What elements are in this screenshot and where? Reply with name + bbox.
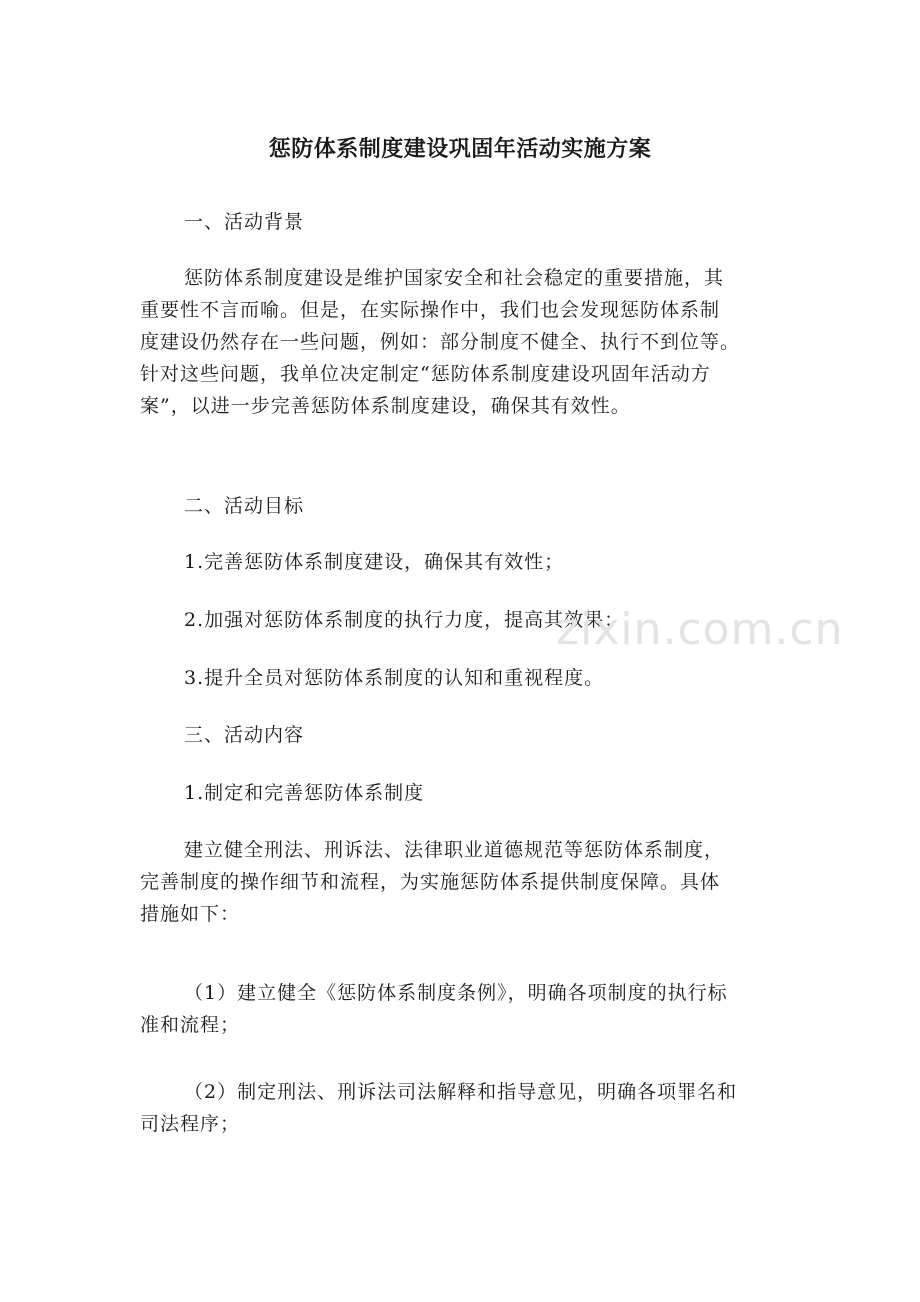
- section-heading-content: [140, 719, 800, 751]
- list-item: 1.完善惩防体系制度建设，确保其有效性；: [184, 551, 565, 573]
- measure-item-1: [140, 977, 800, 1041]
- list-item: 1.制定和完善惩防体系制度: [184, 782, 425, 804]
- paragraph-line: 惩防体系制度建设是维护国家安全和社会稳定的重要措施，其: [184, 267, 725, 289]
- list-item: 3.提升全员对惩防体系制度的认知和重视程度。: [184, 667, 605, 689]
- goal-item-1: [140, 546, 800, 578]
- watermark-text: zixin.com.cn: [556, 604, 844, 655]
- section-heading-background: [140, 206, 800, 238]
- list-item-line: 准和流程；: [140, 1014, 241, 1036]
- paragraph-line: 建立健全刑法、刑诉法、法律职业道德规范等惩防体系制度，: [184, 839, 725, 861]
- heading-text: 三、活动内容: [184, 724, 305, 746]
- paragraph-line: 完善制度的操作细节和流程，为实施惩防体系提供制度保障。具体: [140, 871, 721, 893]
- list-item: 2.加强对惩防体系制度的执行力度，提高其效果；: [184, 609, 625, 631]
- content-item-1: [140, 777, 800, 809]
- paragraph-line: 重要性不言而喻。但是，在实际操作中，我们也会发现惩防体系制: [140, 299, 721, 321]
- heading-text: 一、活动背景: [184, 211, 305, 233]
- list-item-line: （2）制定刑法、刑诉法司法解释和指导意见，明确各项罪名和: [184, 1081, 738, 1103]
- goal-item-2: [140, 604, 800, 636]
- paragraph-line: 针对这些问题，我单位决定制定“惩防体系制度建设巩固年活动方: [140, 363, 711, 385]
- document-title: 惩防体系制度建设巩固年活动实施方案: [268, 137, 652, 162]
- paragraph-line: 措施如下：: [140, 903, 241, 925]
- list-item-line: （1）建立健全《惩防体系制度条例》，明确各项制度的执行标: [184, 982, 728, 1004]
- background-paragraph: [140, 262, 800, 422]
- heading-text: 二、活动目标: [184, 495, 305, 517]
- list-item-line: 司法程序；: [140, 1113, 241, 1135]
- section-heading-goals: [140, 490, 800, 522]
- paragraph-line: 度建设仍然存在一些问题，例如：部分制度不健全、执行不到位等。: [140, 331, 741, 353]
- paragraph-line: 案”，以进一步完善惩防体系制度建设，确保其有效性。: [140, 395, 631, 417]
- measure-item-2: [140, 1076, 800, 1140]
- goal-item-3: [140, 662, 800, 694]
- content-paragraph: [140, 834, 800, 930]
